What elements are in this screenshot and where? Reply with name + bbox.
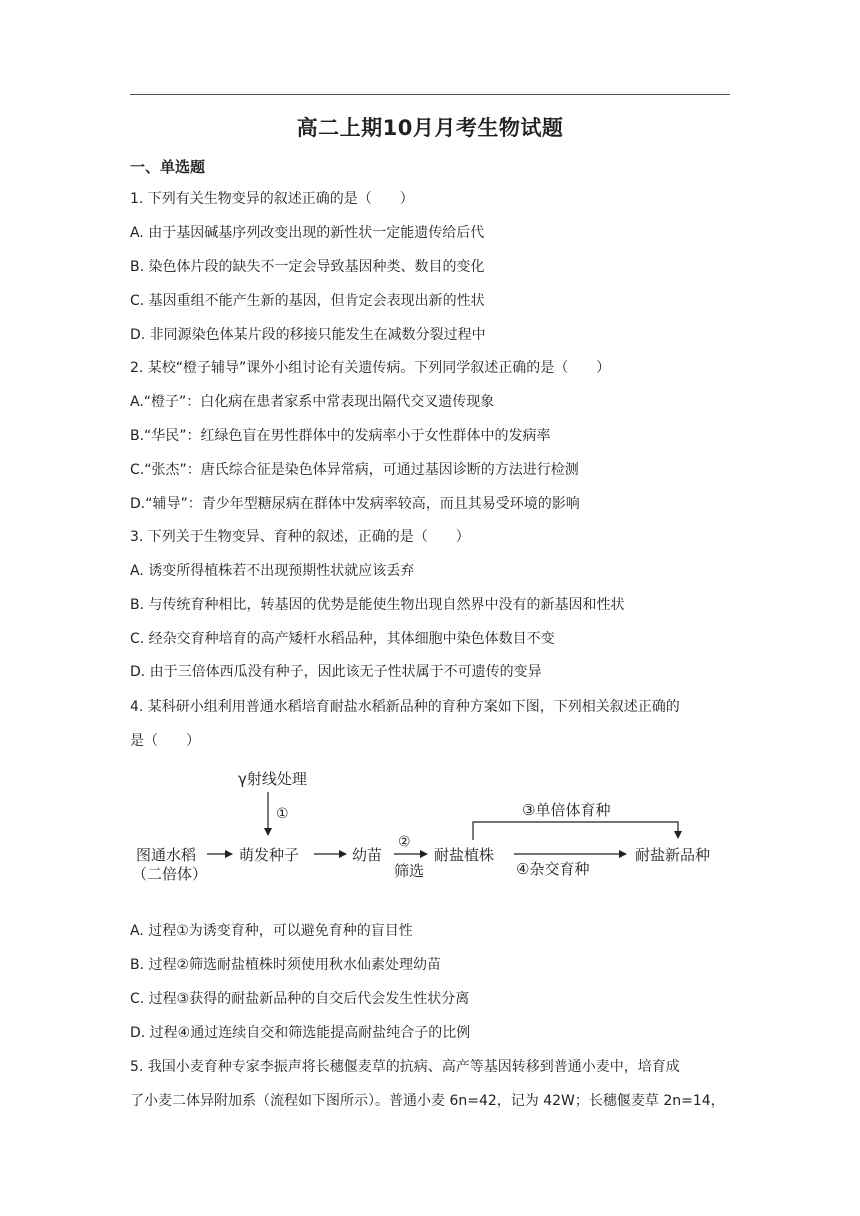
diploid-label: （二倍体） xyxy=(132,865,208,883)
question-4-option-c: C. 过程③获得的耐盐新品种的自交后代会发生性状分离 xyxy=(130,991,470,1007)
rice-label: 图通水稻 xyxy=(136,846,197,864)
question-1-option-d: D. 非同源染色体某片段的移接只能发生在减数分裂过程中 xyxy=(130,327,486,343)
question-3-option-a: A. 诱变所得植株若不出现预期性状就应该丢弃 xyxy=(130,563,415,579)
screening-label: 筛选 xyxy=(394,862,425,880)
question-4-stem-line-1: 4. 某科研小组利用普通水稻培育耐盐水稻新品种的育种方案如下图，下列相关叙述正确的 xyxy=(130,699,680,715)
question-2-option-b: B.“华民”：红绿色盲在男性群体中的发病率小于女性群体中的发病率 xyxy=(130,428,551,444)
question-1-option-b: B. 染色体片段的缺失不一定会导致基因种类、数目的变化 xyxy=(130,259,485,275)
question-3-stem: 3. 下列关于生物变异、育种的叙述，正确的是（ ） xyxy=(130,529,470,545)
breeding-flow-diagram xyxy=(132,762,732,892)
page-title: 高二上期10月月考生物试题 xyxy=(296,116,564,140)
question-2-option-a: A.“橙子”：白化病在患者家系中常表现出隔代交叉遗传现象 xyxy=(130,394,495,410)
germinating-seed-label: 萌发种子 xyxy=(239,846,300,864)
question-3-option-d: D. 由于三倍体西瓜没有种子，因此该无子性状属于不可遗传的变异 xyxy=(130,664,542,680)
section-heading: 一、单选题 xyxy=(130,158,206,176)
question-1-stem: 1. 下列有关生物变异的叙述正确的是（ ） xyxy=(130,191,414,207)
question-4-option-a: A. 过程①为诱变育种，可以避免育种的盲目性 xyxy=(130,923,413,939)
step-1-label: ① xyxy=(276,806,289,822)
question-1-option-a: A. 由于基因碱基序列改变出现的新性状一定能遗传给后代 xyxy=(130,225,485,241)
question-4-stem-line-2: 是（ ） xyxy=(130,733,200,749)
question-2-option-d: D.“辅导”：青少年型糖尿病在群体中发病率较高，而且其易受环境的影响 xyxy=(130,496,580,512)
salt-tolerant-plant-label: 耐盐植株 xyxy=(434,846,495,864)
step-2-label: ② xyxy=(398,834,411,850)
new-variety-label: 耐盐新品种 xyxy=(635,846,711,864)
seedling-label: 幼苗 xyxy=(352,846,383,864)
question-4-option-d: D. 过程④通过连续自交和筛选能提高耐盐纯合子的比例 xyxy=(130,1025,471,1041)
question-3-option-c: C. 经杂交育种培育的高产矮杆水稻品种，其体细胞中染色体数目不变 xyxy=(130,631,555,647)
step-3-arrow xyxy=(473,822,678,840)
question-3-option-b: B. 与传统育种相比，转基因的优势是能使生物出现自然界中没有的新基因和性状 xyxy=(130,597,625,613)
step-3-label: ③单倍体育种 xyxy=(522,801,611,819)
ray-treatment-label: γ射线处理 xyxy=(238,770,307,788)
question-5-stem-line-1: 5. 我国小麦育种专家李振声将长穗偃麦草的抗病、高产等基因转移到普通小麦中，培育成 xyxy=(130,1059,680,1075)
question-1-option-c: C. 基因重组不能产生新的基因，但肯定会表现出新的性状 xyxy=(130,293,485,309)
header-rule xyxy=(130,94,730,95)
question-5-stem-line-2: 了小麦二体异附加系（流程如下图所示）。普通小麦 6n=42，记为 42W；长穗偃麦草 2n=14， xyxy=(130,1093,725,1109)
question-4-option-b: B. 过程②筛选耐盐植株时须使用秋水仙素处理幼苗 xyxy=(130,957,442,973)
step-4-label: ④杂交育种 xyxy=(516,860,590,878)
question-2-stem: 2. 某校“橙子辅导”课外小组讨论有关遗传病。下列同学叙述正确的是（ ） xyxy=(130,360,611,376)
question-2-option-c: C.“张杰”：唐氏综合征是染色体异常病，可通过基因诊断的方法进行检测 xyxy=(130,462,579,478)
